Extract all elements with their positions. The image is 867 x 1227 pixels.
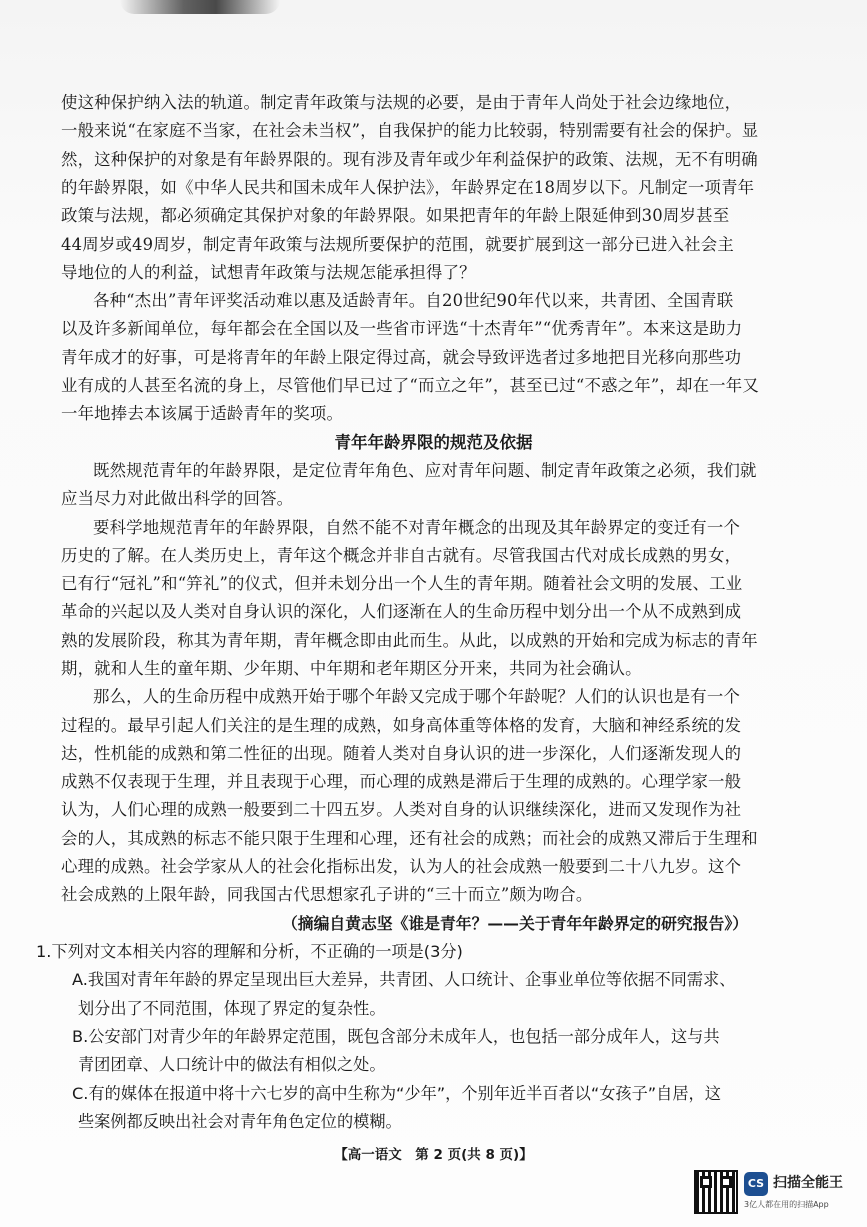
scan-shadow	[120, 0, 280, 14]
text-line: 成熟不仅表现于生理，并且表现于心理，而心理的成熟是滞后于生理的成熟的。心理学家一般	[61, 772, 742, 791]
scanner-tagline: 3亿人都在用的扫描App	[744, 1200, 829, 1209]
section-heading: 青年年龄界限的规范及依据	[334, 433, 533, 452]
text-line: 然，这种保护的对象是有年龄界限的。现有涉及青年或少年利益保护的政策、法规，无不有明确	[61, 150, 758, 169]
text-line: 的年龄界限，如《中华人民共和国未成年人保护法》，年龄界定在18周岁以下。凡制定一项青年	[61, 178, 755, 197]
question-stem: 1.下列对文本相关内容的理解和分析，不正确的一项是(3分)	[36, 942, 463, 961]
qr-code-icon	[694, 1170, 738, 1214]
text-line: 要科学地规范青年的年龄界限，自然不能不对青年概念的出现及其年龄界定的变迁有一个	[93, 518, 741, 537]
text-line: 以及许多新闻单位，每年都会在全国以及一些省市评选“十杰青年”“优秀青年”。本来这是助力	[61, 319, 743, 338]
text-line: 使这种保护纳入法的轨道。制定青年政策与法规的必要，是由于青年人尚处于社会边缘地位，	[61, 93, 742, 112]
text-line: 会的人，其成熟的标志不能只限于生理和心理，还有社会的成熟；而社会的成熟又滞后于生理和	[61, 829, 758, 848]
scanner-app-name: 扫描全能王	[773, 1175, 843, 1191]
text-line: 认为，人们心理的成熟一般要到二十四五岁。人类对自身的认识继续深化，进而又发现作为社	[61, 800, 742, 819]
option-b-line1: B.公安部门对青少年的年龄界定范围，既包含部分未成年人，也包括一部分成年人，这与共	[72, 1027, 720, 1046]
camscanner-logo-icon: CS	[744, 1172, 768, 1196]
text-line: 达，性机能的成熟和第二性征的出现。随着人类对自身认识的进一步深化，人们逐渐发现人的	[61, 744, 742, 763]
text-line: 那么，人的生命历程中成熟开始于哪个年龄又完成于哪个年龄呢？人们的认识也是有一个	[93, 687, 741, 706]
option-a-line1: A.我国对青年年龄的界定呈现出巨大差异，共青团、人口统计、企事业单位等依据不同需求、	[72, 970, 736, 989]
page-footer: 【高一语文 第 2 页(共 8 页)】	[334, 1147, 533, 1163]
text-line: 既然规范青年的年龄界限，是定位青年角色、应对青年问题、制定青年政策之必须，我们就	[93, 461, 757, 480]
text-line: 青年成才的好事，可是将青年的年龄上限定得过高，就会导致评选者过多地把目光移向那些功	[61, 348, 742, 367]
option-c-line1: C.有的媒体在报道中将十六七岁的高中生称为“少年”，个别年近半百者以“女孩子”自居，这	[72, 1084, 721, 1103]
text-line: 过程的。最早引起人们关注的是生理的成熟，如身高体重等体格的发育，大脑和神经系统的发	[61, 716, 742, 735]
text-line: 熟的发展阶段，称其为青年期，青年概念即由此而生。从此，以成熟的开始和完成为标志的青年	[61, 631, 758, 650]
text-line: 革命的兴起以及人类对自身认识的深化，人们逐渐在人的生命历程中划分出一个从不成熟到成	[61, 602, 742, 621]
text-line: 一年地捧去本该属于适龄青年的奖项。	[61, 404, 344, 423]
text-line: 历史的了解。在人类历史上，青年这个概念并非自古就有。尽管我国古代对成长成熟的男女，	[61, 546, 742, 565]
text-line: 业有成的人甚至名流的身上，尽管他们早已过了“而立之年”，甚至已过“不惑之年”，却在一年又	[61, 376, 759, 395]
text-line: 44周岁或49周岁，制定青年政策与法规所要保护的范围，就要扩展到这一部分已进入社会主	[61, 235, 734, 254]
text-line: 期，就和人生的童年期、少年期、中年期和老年期区分开来，共同为社会确认。	[61, 659, 642, 678]
option-c-line2: 些案例都反映出社会对青年角色定位的模糊。	[78, 1112, 402, 1131]
option-b-line2: 青团团章、人口统计中的做法有相似之处。	[78, 1055, 386, 1074]
text-line: 心理的成熟。社会学家从人的社会化指标出发，认为人的社会成熟一般要到二十八九岁。这个	[61, 857, 742, 876]
text-line: 一般来说“在家庭不当家，在社会未当权”，自我保护的能力比较弱，特别需要有社会的保护。显	[61, 121, 759, 140]
option-a-line2: 划分出了不同范围，体现了界定的复杂性。	[78, 999, 386, 1018]
source-citation: （摘编自黄志坚《谁是青年？——关于青年年龄界定的研究报告》）	[282, 914, 749, 933]
text-line: 政策与法规，都必须确定其保护对象的年龄界限。如果把青年的年龄上限延伸到30周岁甚至	[61, 206, 730, 225]
text-line: 各种“杰出”青年评奖活动难以惠及适龄青年。自20世纪90年代以来，共青团、全国青联	[93, 291, 734, 310]
text-line: 导地位的人的利益，试想青年政策与法规怎能承担得了？	[61, 263, 476, 282]
text-line: 已有行“冠礼”和“笄礼”的仪式，但并未划分出一个人生的青年期。随着社会文明的发展、工业	[61, 574, 743, 593]
text-line: 社会成熟的上限年龄，同我国古代思想家孔子讲的“三十而立”颇为吻合。	[61, 885, 593, 904]
text-line: 应当尽力对此做出科学的回答。	[61, 489, 294, 508]
